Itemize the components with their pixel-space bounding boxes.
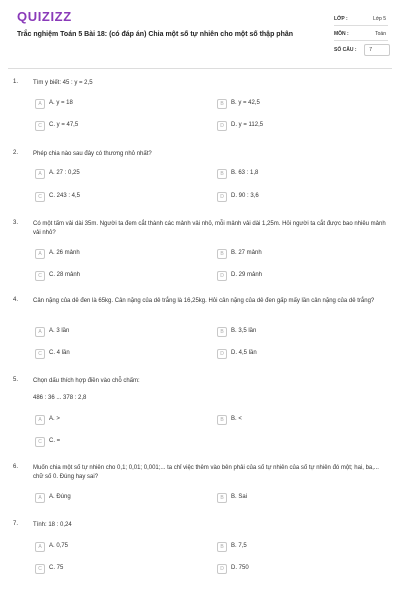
option-text: D. 4,5 lần	[231, 350, 257, 356]
option-text: B. Sai	[231, 494, 248, 500]
option-letter-badge: C	[35, 437, 45, 447]
option-text: C. 28 mảnh	[49, 272, 81, 278]
question-number: 6.	[13, 464, 19, 470]
option-text: A. 26 mảnh	[49, 250, 80, 256]
option-text: C. 243 : 4,5	[49, 193, 81, 199]
option-letter-badge: D	[217, 192, 227, 202]
subject-value: Toán	[375, 31, 386, 37]
option-text: D. 750	[231, 565, 249, 571]
question-text: Chọn dấu thích hợp điền vào chỗ chấm:	[33, 378, 140, 384]
option-text: B. 7,5	[231, 543, 247, 549]
option-letter-badge: B	[217, 99, 227, 109]
option-letter-badge: D	[217, 564, 227, 574]
option-letter-badge: D	[217, 271, 227, 281]
option-text: B. 63 : 1,8	[231, 170, 259, 176]
question-number: 7.	[13, 521, 19, 527]
option-text: A. Đúng	[49, 494, 71, 500]
option-text: A. 3 lần	[49, 328, 70, 334]
option-text: D. 90 : 3,6	[231, 193, 259, 199]
option-letter-badge: B	[217, 169, 227, 179]
class-label: LỚP :	[334, 16, 348, 22]
page-title: Trắc nghiệm Toán 5 Bài 18: (có đáp án) Chia một số tự nhiên cho một số thập phân	[17, 31, 294, 38]
option-letter-badge: C	[35, 192, 45, 202]
question-number: 3.	[13, 220, 19, 226]
question-expression: 486 : 36 ... 378 : 2,8	[33, 395, 87, 401]
option-text: B. y = 42,5	[231, 100, 260, 106]
option-letter-badge: C	[35, 564, 45, 574]
option-letter-badge: A	[35, 327, 45, 337]
option-letter-badge: C	[35, 271, 45, 281]
option-text: B. 3,5 lần	[231, 328, 257, 334]
question-number: 4.	[13, 297, 19, 303]
count-value: 7	[369, 47, 372, 53]
option-letter-badge: B	[217, 542, 227, 552]
option-text: A. y = 18	[49, 100, 73, 106]
option-text: C. 4 lần	[49, 350, 70, 356]
quizizz-logo: QUIZIZZ	[17, 9, 72, 24]
question-text: Phép chia nào sau đây có thương nhỏ nhất?	[33, 151, 152, 157]
option-letter-badge: A	[35, 415, 45, 425]
option-text: C. =	[49, 438, 61, 444]
option-text: C. y = 47,5	[49, 122, 79, 128]
option-letter-badge: A	[35, 493, 45, 503]
subject-label: MÔN :	[334, 31, 349, 37]
option-text: A. 0,75	[49, 543, 69, 549]
option-letter-badge: C	[35, 121, 45, 131]
count-box	[364, 44, 390, 56]
count-label: SỐ CÂU :	[334, 47, 357, 53]
class-value: Lớp 5	[372, 16, 386, 22]
question-text: Có một tấm vải dài 35m. Người ta đem cắt thành các mảnh vải nhỏ, mỗi mảnh vải dài 1,25m. Hỏi người ta cắt được bao nhiêu mảnh vải nhỏ?	[33, 221, 386, 236]
meta-divider	[334, 25, 388, 26]
question-text: Tính: 18 : 0,24	[33, 522, 72, 528]
header-divider	[8, 68, 392, 69]
option-letter-badge: A	[35, 169, 45, 179]
question-text: Muốn chia một số tự nhiên cho 0,1; 0,01; 0,001;... ta chỉ việc thêm vào bên phải của số tự nhiên của số tự nhiên đó một; hai, ba,... chữ số 0. Đúng hay sai?	[33, 465, 379, 480]
option-letter-badge: B	[217, 327, 227, 337]
option-text: C. 75	[49, 565, 64, 571]
option-text: D. 29 mảnh	[231, 272, 263, 278]
option-text: A. >	[49, 416, 60, 422]
option-letter-badge: D	[217, 121, 227, 131]
option-letter-badge: B	[217, 415, 227, 425]
question-text: Tìm y biết: 45 : y = 2,5	[33, 80, 93, 86]
option-letter-badge: A	[35, 249, 45, 259]
option-letter-badge: B	[217, 493, 227, 503]
option-letter-badge: C	[35, 349, 45, 359]
option-text: B. 27 mảnh	[231, 250, 262, 256]
question-number: 2.	[13, 150, 19, 156]
question-number: 1.	[13, 79, 19, 85]
question-text: Cân nặng của dê đen là 65kg. Cân nặng của dê trắng là 16,25kg. Hỏi cân nặng của dê đen gấp mấy lần cân nặng của dê trắng?	[33, 298, 375, 304]
option-text: A. 27 : 0,25	[49, 170, 80, 176]
option-text: B. <	[231, 416, 242, 422]
option-text: D. y = 112,5	[231, 122, 264, 128]
option-letter-badge: A	[35, 542, 45, 552]
option-letter-badge: B	[217, 249, 227, 259]
header	[0, 0, 400, 66]
meta-divider	[334, 40, 388, 41]
question-number: 5.	[13, 377, 19, 383]
option-letter-badge: A	[35, 99, 45, 109]
option-letter-badge: D	[217, 349, 227, 359]
